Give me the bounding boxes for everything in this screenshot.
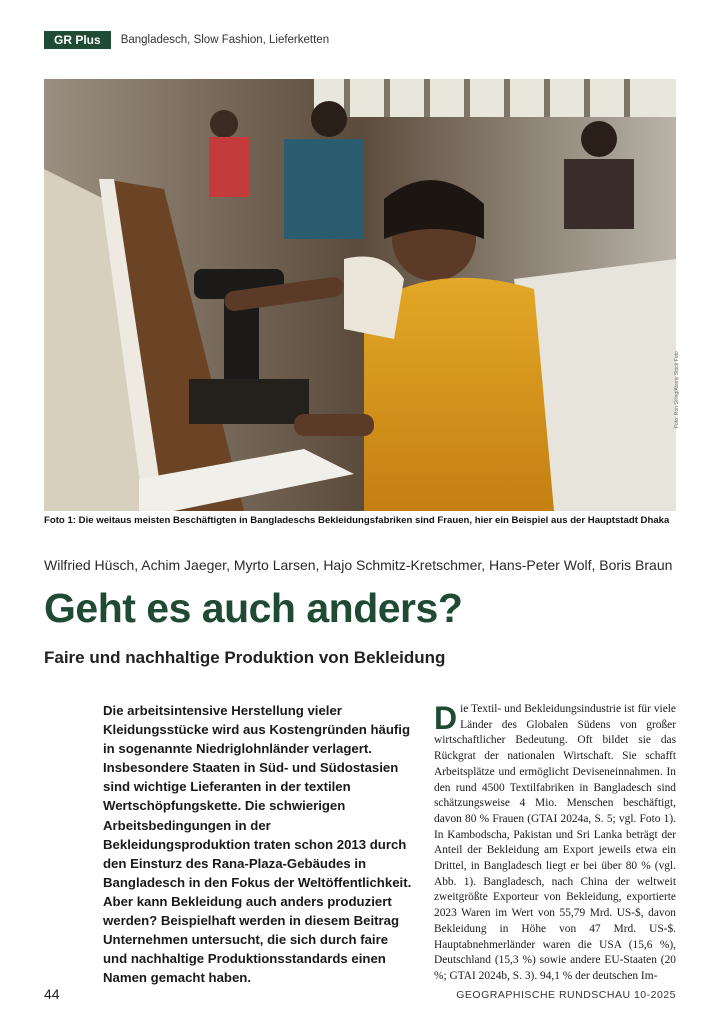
article-title: Geht es auch anders? bbox=[44, 585, 463, 631]
article-authors: Wilfried Hüsch, Achim Jaeger, Myrto Larsen, Hajo Schmitz-Kretschmer, Hans-Peter Wolf, Boris Braun bbox=[44, 557, 673, 573]
body-text: ie Textil- und Bekleidungsindustrie ist für viele Länder des Globalen Südens von großer wirtschaftlicher Bedeutung. Oft bildet sie das Rückgrat der nationalen Wirtschaft. Sie schafft Arbeitsplätze und ermöglicht Deviseneinnahmen. In den rund 4500 Textilfabriken in Bangladesch sind schätzungsweise 4 Mio. Menschen beschäftigt, davon 80 % Frauen (GTAI 2024a, S. 5; vgl. Foto 1). In Kambodscha, Pakistan und Sri Lanka beträgt der Anteil der Bekleidung am Export jeweils etwa ein Drittel, in Bangladesch liegt er bei über 80 % (vgl. Abb. 1). Bangladesch, nach China der weltweit zweitgrößte Exporteur von Bekleidung, exportierte 2023 Waren im Wert von 55,79 Mrd. US-$, davon Bekleidung in Höhe von 47 Mrd. US-$. Hauptabnehmerländer waren die USA (15,6 %), Deutschland (15,3 %) sowie andere EU-Staaten (20 %; GTAI 2024b, S. 3). 94,1 % der deutschen Im- bbox=[434, 703, 676, 982]
gr-plus-badge: GR Plus bbox=[44, 31, 111, 49]
topic-tags: Bangladesch, Slow Fashion, Lieferketten bbox=[120, 34, 330, 46]
photo-credit: Foto: Ron Giling/Alamy Stock Foto bbox=[674, 351, 680, 428]
article-subtitle: Faire und nachhaltige Produktion von Bekleidung bbox=[44, 648, 446, 667]
photo-illustration bbox=[44, 79, 676, 511]
journal-name: GEOGRAPHISCHE RUNDSCHAU 10-2025 bbox=[456, 989, 676, 1001]
article-abstract: Die arbeitsintensive Herstellung vieler Kleidungsstücke wird aus Kostengründen häufig in sogenannte Niedriglohnländer verlagert. Insbesondere Staaten in Süd- und Südostasien sind wichtige Lieferanten in der textilen Wertschöpfungskette. Die schwierigen Arbeitsbedingungen in der Bekleidungsproduktion traten schon 2013 durch den Einsturz des Rana-Plaza-Gebäudes in Bangladesch in den Fokus der Weltöffentlichkeit. Aber kann Bekleidung auch anders produziert werden? Beispielhaft werden in diesem Beitrag Unternehmen untersucht, die sich durch faire und nachhaltige Produktionsstandards einen Namen gemacht haben. bbox=[103, 703, 412, 986]
drop-cap: D bbox=[434, 700, 458, 736]
photo-caption: Foto 1: Die weitaus meisten Beschäftigten in Bangladeschs Bekleidungsfabriken sind Frauen, hier ein Beispiel aus der Hauptstadt Dhaka bbox=[44, 515, 670, 526]
article-body bbox=[434, 702, 676, 985]
page-number: 44 bbox=[44, 986, 60, 1002]
factory-photo bbox=[44, 79, 676, 511]
page-header bbox=[44, 31, 329, 49]
